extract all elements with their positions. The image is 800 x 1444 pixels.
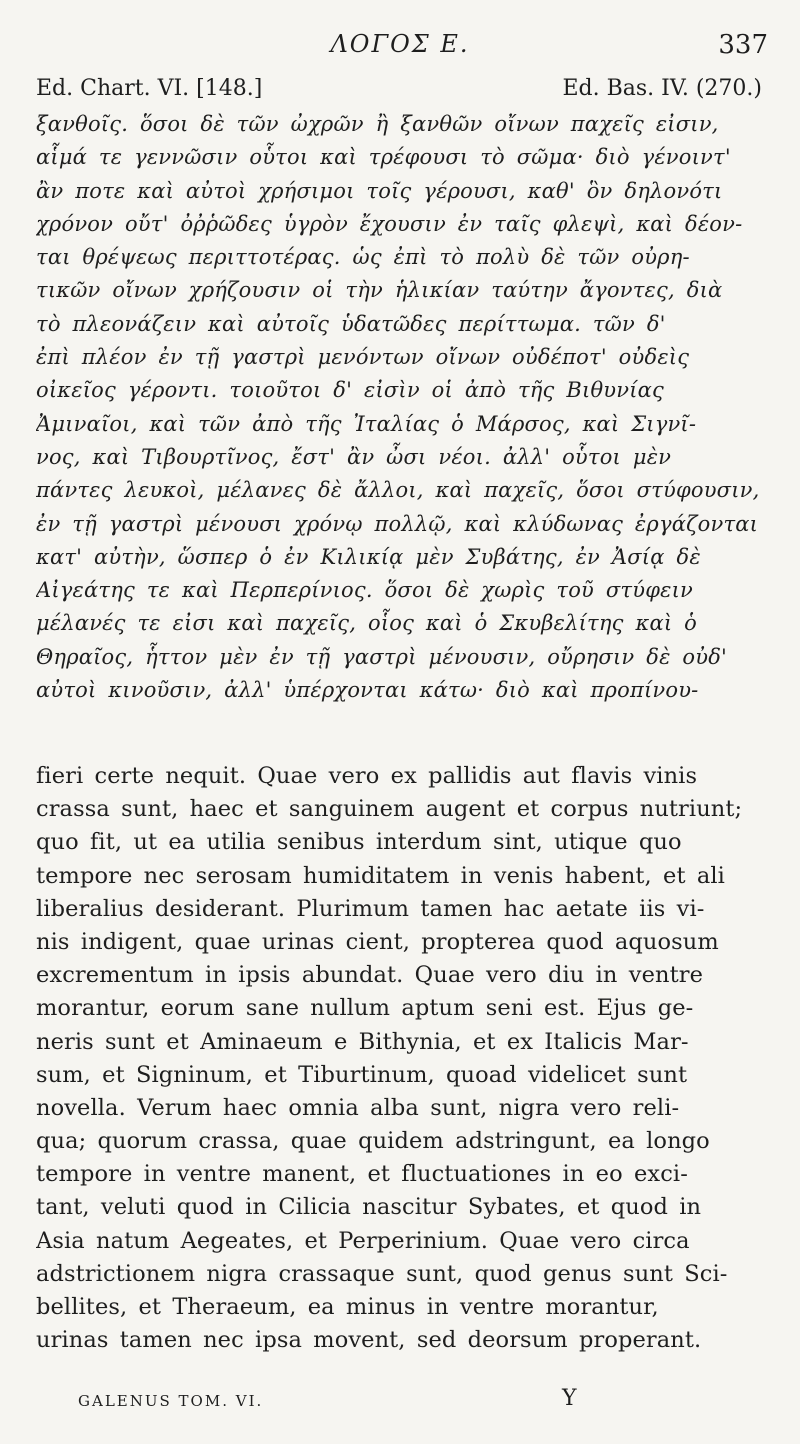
edition-reference-basel: Ed. Bas. IV. (270.) — [562, 76, 762, 101]
latin-line: tempore nec serosam humiditatem in venis habent, et ali — [36, 862, 725, 889]
greek-line: οἰκεῖος γέροντι. τοιοῦτοι δ' εἰσὶν οἱ ἀπὸ τῆς Βιθυνίας — [36, 378, 664, 403]
latin-line: urinas tamen nec ipsa movent, sed deorsum properant. — [36, 1327, 702, 1354]
greek-line: ξανθοῖς. ὅσοι δὲ τῶν ὠχρῶν ἢ ξανθῶν οἴνων παχεῖς εἰσιν, — [36, 112, 719, 136]
page-number: 337 — [718, 30, 768, 60]
latin-line: tempore in ventre manent, et fluctuationes in eo exci- — [36, 1161, 688, 1188]
greek-line: τικῶν οἴνων χρήζουσιν οἱ τὴν ἡλικίαν ταύτην ἄγοντες, διὰ — [36, 278, 723, 303]
greek-line: ται θρέψεως περιττοτέρας. ὡς ἐπὶ τὸ πολὺ δὲ τῶν οὐρη- — [36, 245, 690, 270]
greek-line: Θηραῖος, ἧττον μὲν ἐν τῇ γαστρὶ μένουσιν, οὔρησιν δὲ οὐδ' — [36, 644, 728, 669]
greek-line: μέλανές τε εἰσι καὶ παχεῖς, οἷος καὶ ὁ Σκυβελίτης καὶ ὁ — [36, 611, 697, 636]
greek-line: ἐν τῇ γαστρὶ μένουσι χρόνῳ πολλῷ, καὶ κλύδωνας ἐργάζονται — [36, 511, 759, 536]
greek-line: αἷμά τε γεννῶσιν οὗτοι καὶ τρέφουσι τὸ σῶμα· διὸ γένοιντ' — [36, 145, 731, 170]
latin-line: novella. Verum haec omnia alba sunt, nigra vero reli- — [36, 1094, 680, 1121]
edition-reference-chartier: Ed. Chart. VI. [148.] — [36, 76, 263, 101]
latin-line: crassa sunt, haec et sanguinem augent et corpus nutriunt; — [36, 796, 743, 823]
greek-line: Αἰγεάτης τε καὶ Περπερίνιος. ὅσοι δὲ χωρὶς τοῦ στύφειν — [36, 578, 693, 603]
signature-mark: Y — [562, 1386, 577, 1411]
greek-line: κατ' αὐτὴν, ὥσπερ ὁ ἐν Κιλικίᾳ μὲν Συβάτης, ἐν Ἀσίᾳ δὲ — [36, 544, 701, 569]
greek-text-block — [36, 108, 764, 707]
latin-line: sum, et Signinum, et Tiburtinum, quoad videlicet sunt — [36, 1061, 688, 1088]
latin-line: fieri certe nequit. Quae vero ex pallidis aut flavis vinis — [36, 763, 698, 789]
latin-line: morantur, eorum sane nullum aptum seni est. Ejus ge- — [36, 995, 694, 1022]
greek-line: αὐτοὶ κινοῦσιν, ἀλλ' ὑπέρχονται κάτω· διὸ καὶ προπίνου- — [36, 678, 699, 703]
latin-text-block — [36, 760, 764, 1357]
latin-line: tant, veluti quod in Cilicia nascitur Sybates, et quod in — [36, 1194, 702, 1221]
latin-line: nis indigent, quae urinas cient, propterea quod aquosum — [36, 928, 719, 955]
latin-line: Asia natum Aegeates, et Perperinium. Quae vero circa — [36, 1227, 690, 1254]
running-title: ΛΟΓΟΣ Ε. — [330, 30, 470, 58]
latin-line: excrementum in ipsis abundat. Quae vero diu in ventre — [36, 962, 703, 989]
greek-line: ἐπὶ πλέον ἐν τῇ γαστρὶ μενόντων οἴνων οὐδέποτ' οὐδεὶς — [36, 345, 690, 370]
latin-line: neris sunt et Aminaeum e Bithynia, et ex Italicis Mar- — [36, 1028, 689, 1055]
latin-line: adstrictionem nigra crassaque sunt, quod genus sunt Sci- — [36, 1260, 728, 1287]
greek-line: Ἀμιναῖοι, καὶ τῶν ἀπὸ τῆς Ἰταλίας ὁ Μάρσος, καὶ Σιγνῖ- — [36, 411, 697, 436]
footer-author: GALENUS TOM. VI. — [78, 1392, 264, 1410]
latin-line: liberalius desiderant. Plurimum tamen hac aetate iis vi- — [36, 895, 705, 922]
latin-line: quo fit, ut ea utilia senibus interdum sint, utique quo — [36, 829, 682, 856]
greek-line: πάντες λευκοὶ, μέλανες δὲ ἄλλοι, καὶ παχεῖς, ὅσοι στύφουσιν, — [36, 478, 760, 503]
latin-line: bellites, et Theraeum, ea minus in ventre morantur, — [36, 1294, 659, 1320]
greek-line: χρόνον οὔτ' ὀῤῥῶδες ὑγρὸν ἔχουσιν ἐν ταῖς φλεψὶ, καὶ δέον- — [36, 211, 743, 236]
greek-line: τὸ πλεονάζειν καὶ αὐτοῖς ὑδατῶδες περίττωμα. τῶν δ' — [36, 311, 666, 336]
latin-line: qua; quorum crassa, quae quidem adstringunt, ea longo — [36, 1128, 710, 1155]
greek-line: ἂν ποτε καὶ αὐτοὶ χρήσιμοι τοῖς γέρουσι, καθ' ὃν δηλονότι — [36, 178, 723, 203]
greek-line: νος, καὶ Τιβουρτῖνος, ἔστ' ἂν ὦσι νέοι. ἀλλ' οὗτοι μὲν — [36, 444, 672, 469]
